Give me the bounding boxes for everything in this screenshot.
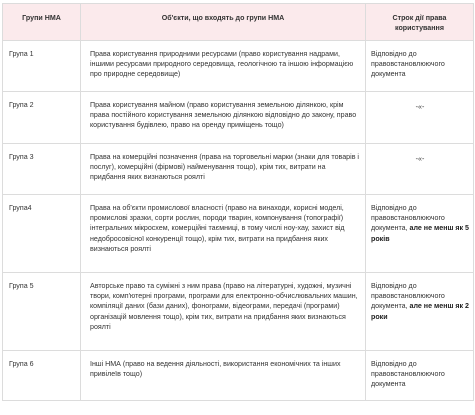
- group-cell: [3, 41, 81, 92]
- group-name: Група 3: [9, 153, 34, 161]
- term-text: Відповідно до правовстановлюючого документа,: [371, 282, 445, 311]
- header-group: [3, 4, 81, 41]
- objects-cell: [81, 144, 366, 195]
- group-cell: [3, 273, 81, 351]
- objects-cell: [81, 273, 366, 351]
- term-ditto-mark: -«-: [415, 155, 425, 163]
- term-cell: [366, 351, 474, 401]
- term-cell: [366, 195, 474, 273]
- table-header-row: [3, 4, 474, 41]
- objects-text: Авторське право та суміжні з ним права (право на літературні, художні, музичні твори, комп'ютерні програми, програми для електронно-обчислювальних машин, компіляції даних (бази даних), фонограми, відеограми, передачі (програми) організацій мовлення тощо), крім тих, витрати на придбання яких визнаються роялті: [90, 282, 358, 331]
- header-objects: [81, 4, 366, 41]
- group-name: Група4: [9, 204, 32, 212]
- term-cell: [366, 92, 474, 144]
- group-cell: [3, 144, 81, 195]
- table-row: [3, 92, 474, 144]
- group-name: Група 1: [9, 50, 34, 58]
- table-row: [3, 195, 474, 273]
- group-cell: [3, 92, 81, 144]
- intangible-assets-groups-table: [2, 3, 474, 401]
- objects-cell: [81, 92, 366, 144]
- term-emphasis: але не менш як 5 років: [371, 224, 469, 243]
- term-emphasis: але не менш як 2 роки: [371, 302, 469, 321]
- header-objects-label: Об'єкти, що входять до групи НМА: [161, 14, 285, 22]
- objects-text: Інші НМА (право на ведення діяльності, використання економічних та інших привілеїв тощо): [90, 360, 341, 379]
- group-name: Група 6: [9, 360, 34, 368]
- term-text: Відповідно до правовстановлюючого документа,: [371, 204, 445, 233]
- objects-cell: [81, 351, 366, 401]
- group-name: Група 5: [9, 282, 34, 290]
- header-term: [366, 4, 474, 41]
- objects-text: Права користування майном (право користування земельною ділянкою, крім права постійного користування земельною ділянкою відповідно до закону, право користування будівлею, право на оренду приміщень тощо): [90, 101, 357, 130]
- table-row: [3, 273, 474, 351]
- intangible-assets-table-container: [2, 3, 473, 401]
- term-text: Відповідно до правовстановлюючого документа: [371, 360, 445, 389]
- group-name: Група 2: [9, 101, 34, 109]
- table-row: [3, 144, 474, 195]
- header-group-label: Групи НМА: [22, 14, 61, 22]
- group-cell: [3, 195, 81, 273]
- objects-text: Права користування природними ресурсами (право користування надрами, іншими ресурсами природного середовища, геологічною та іншою інформацією про природне середовище): [90, 50, 354, 79]
- table-row: [3, 41, 474, 92]
- objects-text: Права на комерційні позначення (права на торговельні марки (знаки для товарів і послуг), комерційні (фірмові) найменування тощо), крім тих, витрати на придбання яких визнаються роялті: [90, 153, 360, 182]
- term-text: Відповідно до правовстановлюючого документа: [371, 50, 445, 79]
- header-term-label: Строк дії права користування: [392, 14, 447, 33]
- term-cell: [366, 273, 474, 351]
- objects-text: Права на об'єкти промислової власності (право на винаходи, корисні моделі, промислові зразки, сорти рослин, породи тварин, компонування (топографії) інтегральних мікросхем, комерційні таємниці, в тому числі ноу-хау, захист від недобросовісної конкуренції тощо), крім тих, витрати на придбання яких визнаються роялті: [90, 204, 345, 253]
- table-row: [3, 351, 474, 401]
- group-cell: [3, 351, 81, 401]
- term-ditto-mark: -«-: [415, 103, 425, 111]
- objects-cell: [81, 41, 366, 92]
- objects-cell: [81, 195, 366, 273]
- term-cell: [366, 144, 474, 195]
- term-cell: [366, 41, 474, 92]
